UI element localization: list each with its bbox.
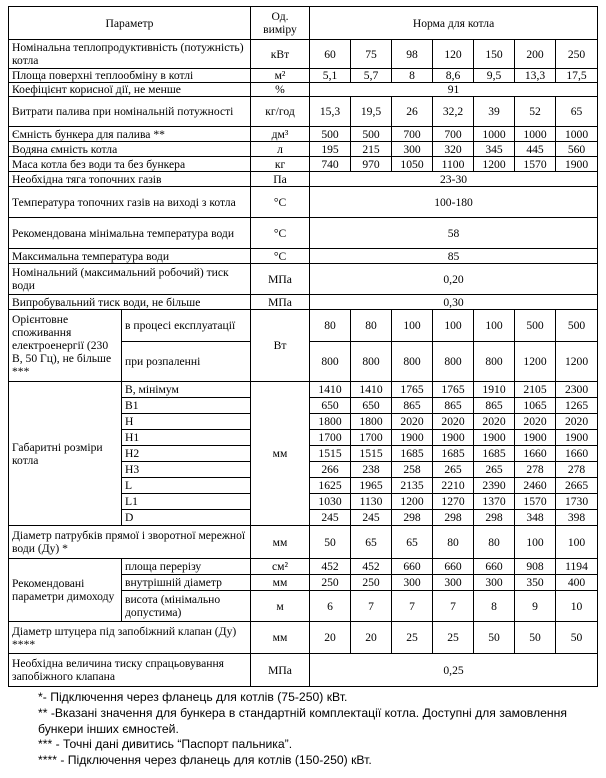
row-unit: °С xyxy=(251,187,310,218)
row-label: Маса котла без води та без бункера xyxy=(9,157,251,172)
value-cell: 15,3 xyxy=(310,97,351,127)
value-cell: 320 xyxy=(433,142,474,157)
row-unit: Вт xyxy=(251,310,310,382)
value-cell: 195 xyxy=(310,142,351,157)
row-unit: м xyxy=(251,591,310,622)
value-cell: 300 xyxy=(392,142,433,157)
value-cell: 400 xyxy=(556,575,598,591)
column-header-norm: Норма для котла xyxy=(310,7,598,40)
value-cell: 1900 xyxy=(556,430,598,446)
row-unit: л xyxy=(251,142,310,157)
sub-label: В, мінімум xyxy=(122,382,251,398)
value-cell: 1265 xyxy=(556,398,598,414)
value-cell: 75 xyxy=(351,40,392,69)
row-label: Необхідна величина тиску спрацьовування запобіжного клапана xyxy=(9,654,251,687)
value-cell: 1410 xyxy=(351,382,392,398)
value-cell: 5,1 xyxy=(310,69,351,83)
value-cell: 660 xyxy=(433,559,474,575)
value-cell: 120 xyxy=(433,40,474,69)
value-cell: 800 xyxy=(351,342,392,382)
value-cell: 100 xyxy=(433,310,474,342)
value-cell: 298 xyxy=(392,510,433,526)
footnote: *** - Точні дані дивитись “Паспорт пальника”. xyxy=(38,737,293,752)
value-cell: 2300 xyxy=(556,382,598,398)
row-unit: °С xyxy=(251,249,310,264)
value-cell: 500 xyxy=(310,127,351,142)
value-cell: 1200 xyxy=(515,342,556,382)
row-label: Діаметр патрубків прямої і зворотної мережної води (Ду) * xyxy=(9,526,251,559)
sub-label: H1 xyxy=(122,430,251,446)
sub-label: H2 xyxy=(122,446,251,462)
value-cell: 1965 xyxy=(351,478,392,494)
value-cell: 452 xyxy=(310,559,351,575)
sub-label: H3 xyxy=(122,462,251,478)
value-cell: 1000 xyxy=(556,127,598,142)
value-cell: 740 xyxy=(310,157,351,172)
value-cell: 1800 xyxy=(351,414,392,430)
value-cell: 1765 xyxy=(433,382,474,398)
table-row xyxy=(9,249,598,264)
value-cell: 17,5 xyxy=(556,69,598,83)
value-cell: 300 xyxy=(474,575,515,591)
value-cell: 80 xyxy=(351,310,392,342)
value-cell: 1030 xyxy=(310,494,351,510)
value-cell: 98 xyxy=(392,40,433,69)
value-cell: 200 xyxy=(515,40,556,69)
value-cell: 7 xyxy=(351,591,392,622)
footnotes xyxy=(38,690,598,769)
value-cell: 150 xyxy=(474,40,515,69)
sub-label: площа перерізу xyxy=(122,559,251,575)
value-cell: 1700 xyxy=(310,430,351,446)
value-cell: 800 xyxy=(474,342,515,382)
table-row xyxy=(9,142,598,157)
value-cell: 865 xyxy=(474,398,515,414)
value-cell: 50 xyxy=(474,622,515,654)
value-cell: 1700 xyxy=(351,430,392,446)
row-label: Номінальна теплопродуктивність (потужність) котла xyxy=(9,40,251,69)
value-cell: 39 xyxy=(474,97,515,127)
value-cell: 1200 xyxy=(556,342,598,382)
value-cell: 1900 xyxy=(515,430,556,446)
value-cell: 865 xyxy=(392,398,433,414)
value-cell: 660 xyxy=(474,559,515,575)
value-cell: 1685 xyxy=(392,446,433,462)
value-cell: 350 xyxy=(515,575,556,591)
value-cell: 80 xyxy=(310,310,351,342)
value-cell: 2105 xyxy=(515,382,556,398)
value-cell: 1685 xyxy=(474,446,515,462)
value-cell: 265 xyxy=(433,462,474,478)
row-unit: МПа xyxy=(251,654,310,687)
row-unit: мм xyxy=(251,575,310,591)
value-cell: 9 xyxy=(515,591,556,622)
value-cell: 1130 xyxy=(351,494,392,510)
row-label: Випробувальний тиск води, не більше xyxy=(9,295,251,310)
value-cell: 215 xyxy=(351,142,392,157)
value-cell: 700 xyxy=(433,127,474,142)
value-cell: 50 xyxy=(310,526,351,559)
sub-label: L1 xyxy=(122,494,251,510)
value-cell: 65 xyxy=(392,526,433,559)
value-cell: 1570 xyxy=(515,157,556,172)
value-cell: 865 xyxy=(433,398,474,414)
sub-label: внутрішній діаметр xyxy=(122,575,251,591)
row-unit: МПа xyxy=(251,264,310,295)
value-cell: 23-30 xyxy=(310,172,598,187)
value-cell: 1660 xyxy=(515,446,556,462)
value-cell: 660 xyxy=(392,559,433,575)
value-cell: 100 xyxy=(474,310,515,342)
table-row xyxy=(9,382,598,398)
value-cell: 50 xyxy=(515,622,556,654)
value-cell: 1730 xyxy=(556,494,598,510)
table-row xyxy=(9,83,598,97)
value-cell: 500 xyxy=(515,310,556,342)
row-label: Витрати палива при номінальній потужності xyxy=(9,97,251,127)
row-label: Водяна ємність котла xyxy=(9,142,251,157)
row-unit: °С xyxy=(251,218,310,249)
value-cell: 250 xyxy=(351,575,392,591)
value-cell: 2020 xyxy=(556,414,598,430)
value-cell: 908 xyxy=(515,559,556,575)
row-unit: кг/год xyxy=(251,97,310,127)
value-cell: 100 xyxy=(515,526,556,559)
value-cell: 1900 xyxy=(392,430,433,446)
value-cell: 1625 xyxy=(310,478,351,494)
value-cell: 1000 xyxy=(474,127,515,142)
value-cell: 13,3 xyxy=(515,69,556,83)
table-row xyxy=(9,127,598,142)
value-cell: 1515 xyxy=(310,446,351,462)
table-row xyxy=(9,264,598,295)
value-cell: 300 xyxy=(433,575,474,591)
value-cell: 345 xyxy=(474,142,515,157)
row-label: Номінальний (максимальний робочий) тиск води xyxy=(9,264,251,295)
row-label: Площа поверхні теплообміну в котлі xyxy=(9,69,251,83)
value-cell: 2665 xyxy=(556,478,598,494)
value-cell: 0,25 xyxy=(310,654,598,687)
value-cell: 25 xyxy=(392,622,433,654)
value-cell: 500 xyxy=(556,310,598,342)
value-cell: 1100 xyxy=(433,157,474,172)
value-cell: 26 xyxy=(392,97,433,127)
row-unit: % xyxy=(251,83,310,97)
sub-label: висота (мінімально допустима) xyxy=(122,591,251,622)
value-cell: 0,30 xyxy=(310,295,598,310)
table-row xyxy=(9,97,598,127)
value-cell: 1910 xyxy=(474,382,515,398)
value-cell: 100 xyxy=(392,310,433,342)
value-cell: 8,6 xyxy=(433,69,474,83)
value-cell: 100 xyxy=(556,526,598,559)
value-cell: 278 xyxy=(556,462,598,478)
row-unit: МПа xyxy=(251,295,310,310)
value-cell: 2020 xyxy=(515,414,556,430)
row-label: Рекомендовані параметри димоходу xyxy=(9,559,122,622)
value-cell: 8 xyxy=(392,69,433,83)
row-label: Діаметр штуцера під запобіжний клапан (Ду) **** xyxy=(9,622,251,654)
row-unit: м² xyxy=(251,69,310,83)
value-cell: 1900 xyxy=(433,430,474,446)
value-cell: 1194 xyxy=(556,559,598,575)
value-cell: 1200 xyxy=(474,157,515,172)
value-cell: 65 xyxy=(351,526,392,559)
row-label: Габаритні розміри котла xyxy=(9,382,122,526)
value-cell: 2390 xyxy=(474,478,515,494)
table-row xyxy=(9,295,598,310)
value-cell: 650 xyxy=(351,398,392,414)
value-cell: 2210 xyxy=(433,478,474,494)
value-cell: 25 xyxy=(433,622,474,654)
row-unit: кг xyxy=(251,157,310,172)
value-cell: 348 xyxy=(515,510,556,526)
sub-label: в процесі експлуатації xyxy=(122,310,251,342)
value-cell: 278 xyxy=(515,462,556,478)
value-cell: 1410 xyxy=(310,382,351,398)
value-cell: 1900 xyxy=(556,157,598,172)
value-cell: 265 xyxy=(474,462,515,478)
value-cell: 0,20 xyxy=(310,264,598,295)
row-label: Температура топочних газів на виході з котла xyxy=(9,187,251,218)
column-header-parameter: Параметр xyxy=(9,7,251,40)
column-header-unit: Од. виміру xyxy=(251,7,310,40)
row-unit: мм xyxy=(251,526,310,559)
header-row xyxy=(9,7,598,40)
value-cell: 1515 xyxy=(351,446,392,462)
value-cell: 5,7 xyxy=(351,69,392,83)
row-unit: кВт xyxy=(251,40,310,69)
value-cell: 80 xyxy=(433,526,474,559)
value-cell: 1065 xyxy=(515,398,556,414)
value-cell: 1660 xyxy=(556,446,598,462)
value-cell: 2020 xyxy=(392,414,433,430)
value-cell: 1765 xyxy=(392,382,433,398)
row-label: Ємність бункера для палива ** xyxy=(9,127,251,142)
value-cell: 2020 xyxy=(474,414,515,430)
value-cell: 800 xyxy=(392,342,433,382)
table-row xyxy=(9,526,598,559)
sub-label: D xyxy=(122,510,251,526)
footnote: ** -Вказані значення для бункера в стандартній комплектації котла. Доступні для замовлення бункери інших ємностей. xyxy=(38,705,567,736)
row-unit: Па xyxy=(251,172,310,187)
table-row xyxy=(9,622,598,654)
row-label: Орієнтовне споживання електроенергії (230 В, 50 Гц), не більше *** xyxy=(9,310,122,382)
table-row xyxy=(9,310,598,342)
value-cell: 2460 xyxy=(515,478,556,494)
value-cell: 245 xyxy=(310,510,351,526)
value-cell: 398 xyxy=(556,510,598,526)
sub-label: при розпаленні xyxy=(122,342,251,382)
value-cell: 1000 xyxy=(515,127,556,142)
row-label: Необхідна тяга топочних газів xyxy=(9,172,251,187)
value-cell: 58 xyxy=(310,218,598,249)
table-row xyxy=(9,654,598,687)
value-cell: 298 xyxy=(474,510,515,526)
value-cell: 266 xyxy=(310,462,351,478)
table-row xyxy=(9,40,598,69)
value-cell: 19,5 xyxy=(351,97,392,127)
value-cell: 1570 xyxy=(515,494,556,510)
row-label: Коефіцієнт корисної дії, не менше xyxy=(9,83,251,97)
value-cell: 452 xyxy=(351,559,392,575)
value-cell: 500 xyxy=(351,127,392,142)
value-cell: 258 xyxy=(392,462,433,478)
value-cell: 1900 xyxy=(474,430,515,446)
table-row xyxy=(9,559,598,575)
boiler-spec-table xyxy=(8,6,598,687)
row-unit: дм³ xyxy=(251,127,310,142)
value-cell: 238 xyxy=(351,462,392,478)
value-cell: 700 xyxy=(392,127,433,142)
value-cell: 1050 xyxy=(392,157,433,172)
table-row xyxy=(9,172,598,187)
value-cell: 60 xyxy=(310,40,351,69)
value-cell: 20 xyxy=(310,622,351,654)
table-row xyxy=(9,69,598,83)
footnote: *- Підключення через фланець для котлів (75-250) кВт. xyxy=(38,690,348,704)
value-cell: 650 xyxy=(310,398,351,414)
value-cell: 2135 xyxy=(392,478,433,494)
value-cell: 100-180 xyxy=(310,187,598,218)
value-cell: 1800 xyxy=(310,414,351,430)
value-cell: 250 xyxy=(310,575,351,591)
table-row xyxy=(9,187,598,218)
value-cell: 970 xyxy=(351,157,392,172)
value-cell: 2020 xyxy=(433,414,474,430)
value-cell: 245 xyxy=(351,510,392,526)
value-cell: 20 xyxy=(351,622,392,654)
sub-label: B1 xyxy=(122,398,251,414)
table-row xyxy=(9,157,598,172)
row-unit: мм xyxy=(251,382,310,526)
value-cell: 91 xyxy=(310,83,598,97)
row-unit: мм xyxy=(251,622,310,654)
footnote: **** - Підключення через фланець для котлів (150-250) кВт. xyxy=(38,753,372,768)
value-cell: 7 xyxy=(433,591,474,622)
value-cell: 1685 xyxy=(433,446,474,462)
value-cell: 300 xyxy=(392,575,433,591)
value-cell: 50 xyxy=(556,622,598,654)
value-cell: 1270 xyxy=(433,494,474,510)
row-label: Максимальна температура води xyxy=(9,249,251,264)
value-cell: 8 xyxy=(474,591,515,622)
value-cell: 85 xyxy=(310,249,598,264)
value-cell: 1370 xyxy=(474,494,515,510)
table-row xyxy=(9,218,598,249)
value-cell: 250 xyxy=(556,40,598,69)
value-cell: 1200 xyxy=(392,494,433,510)
value-cell: 9,5 xyxy=(474,69,515,83)
value-cell: 6 xyxy=(310,591,351,622)
value-cell: 65 xyxy=(556,97,598,127)
value-cell: 800 xyxy=(310,342,351,382)
value-cell: 298 xyxy=(433,510,474,526)
row-label: Рекомендована мінімальна температура води xyxy=(9,218,251,249)
value-cell: 52 xyxy=(515,97,556,127)
sub-label: H xyxy=(122,414,251,430)
value-cell: 560 xyxy=(556,142,598,157)
value-cell: 7 xyxy=(392,591,433,622)
value-cell: 80 xyxy=(474,526,515,559)
row-unit: см² xyxy=(251,559,310,575)
value-cell: 445 xyxy=(515,142,556,157)
value-cell: 10 xyxy=(556,591,598,622)
sub-label: L xyxy=(122,478,251,494)
value-cell: 32,2 xyxy=(433,97,474,127)
value-cell: 800 xyxy=(433,342,474,382)
